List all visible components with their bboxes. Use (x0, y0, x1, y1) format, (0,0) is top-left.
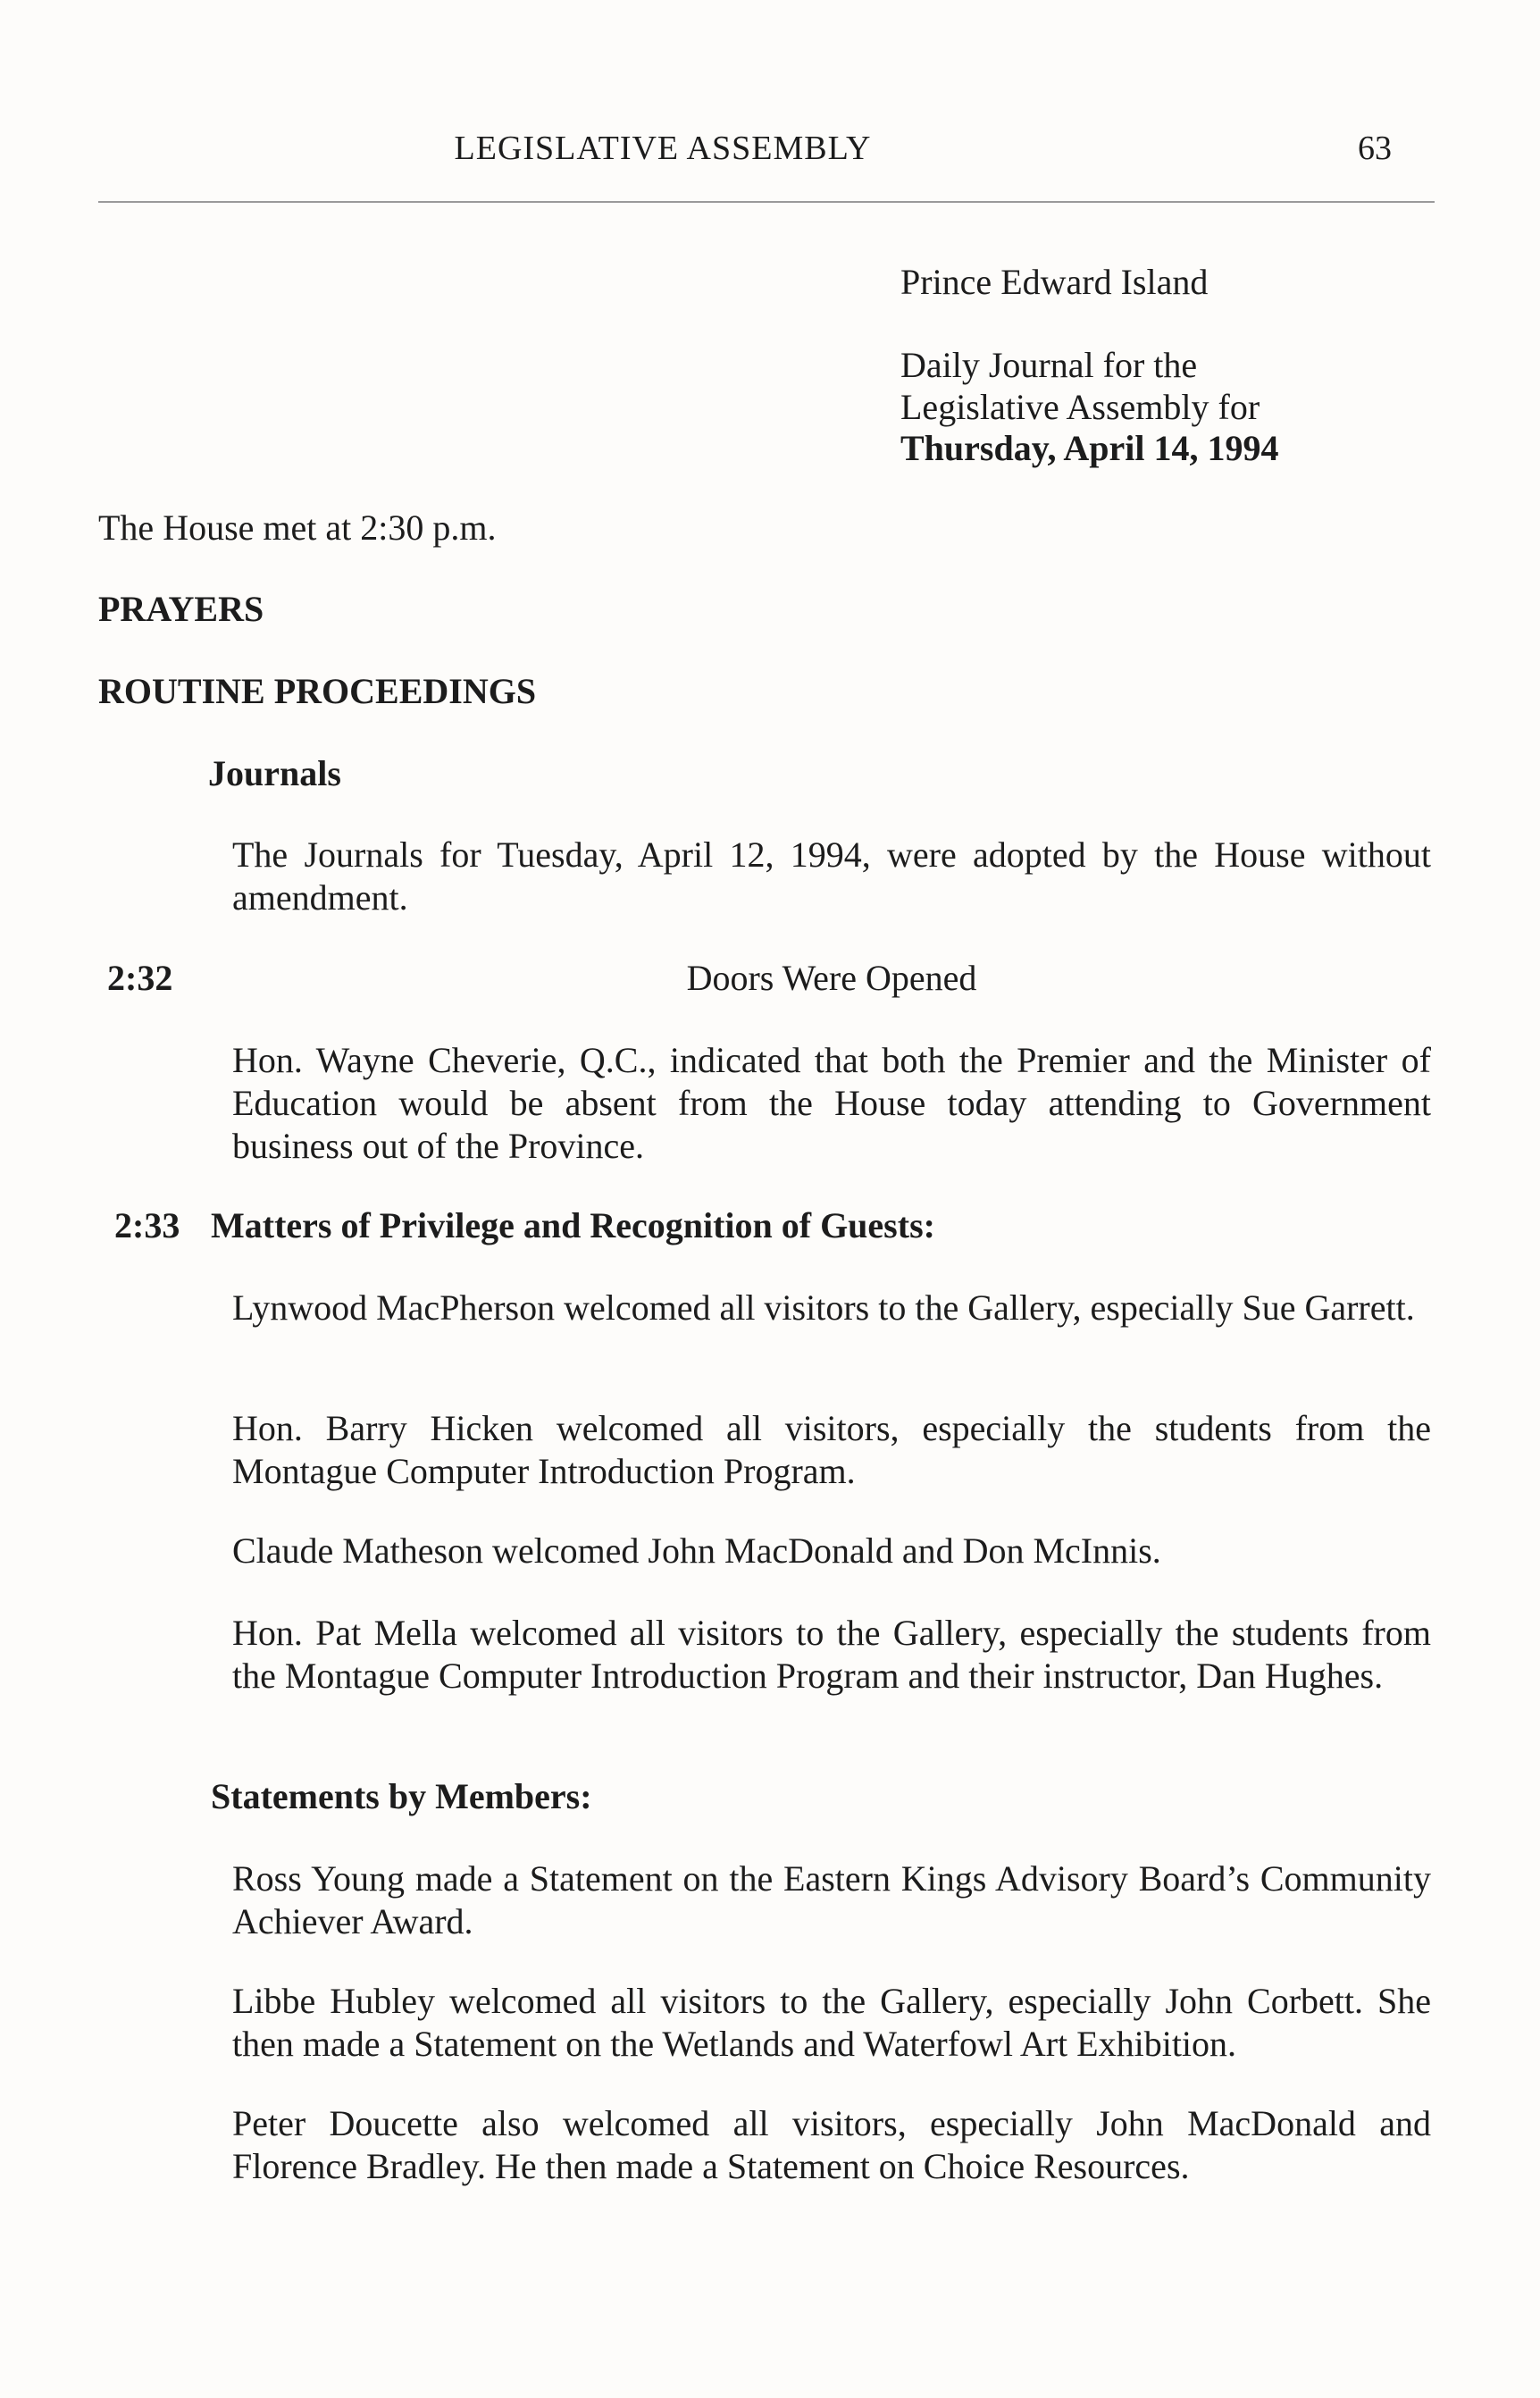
page-number: 63 (1358, 130, 1392, 167)
prayers-heading: PRAYERS (98, 589, 264, 629)
privilege-time: 2:33 (114, 1205, 180, 1245)
privilege-item: Claude Matheson welcomed John MacDonald and Don McInnis. (232, 1530, 1161, 1571)
privilege-heading: Matters of Privilege and Recognition of Guests: (211, 1205, 935, 1245)
journal-line-2: Legislative Assembly for (900, 387, 1260, 427)
journal-line-1: Daily Journal for the (900, 345, 1198, 385)
privilege-item: Hon. Pat Mella welcomed all visitors to the Gallery, especially the students from the Montague Computer Introduction Program and their instructor, Dan Hughes. (232, 1613, 1431, 1696)
journal-date: Thursday, April 14, 1994 (900, 428, 1279, 468)
doors-text: Hon. Wayne Cheverie, Q.C., indicated that both the Premier and the Minister of Education would be absent from the House today attending to Government business out of the Province. (232, 1040, 1431, 1166)
doors-time: 2:32 (107, 958, 173, 998)
routine-heading: ROUTINE PROCEEDINGS (98, 671, 537, 711)
header-rule (98, 201, 1435, 203)
province-name: Prince Edward Island (900, 262, 1209, 302)
statement-item: Ross Young made a Statement on the Eastern Kings Advisory Board’s Community Achiever Award. (232, 1858, 1431, 1941)
privilege-item: Lynwood MacPherson welcomed all visitors to the Gallery, especially Sue Garrett. (232, 1287, 1415, 1328)
statement-item: Peter Doucette also welcomed all visitors, especially John MacDonald and Florence Bradley. He then made a Statement on Choice Resources. (232, 2103, 1431, 2186)
privilege-item: Hon. Barry Hicken welcomed all visitors, especially the students from the Montague Computer Introduction Program. (232, 1408, 1431, 1491)
doors-heading: Doors Were Opened (686, 958, 977, 998)
opening-line: The House met at 2:30 p.m. (98, 507, 497, 548)
running-header: LEGISLATIVE ASSEMBLY (454, 130, 872, 167)
statement-item: Libbe Hubley welcomed all visitors to the Gallery, especially John Corbett. She then made a Statement on the Wetlands and Waterfowl Art Exhibition. (232, 1981, 1431, 2064)
statements-heading: Statements by Members: (211, 1776, 592, 1816)
journals-text: The Journals for Tuesday, April 12, 1994, were adopted by the House without amendment. (232, 834, 1431, 918)
journals-heading: Journals (208, 753, 341, 793)
